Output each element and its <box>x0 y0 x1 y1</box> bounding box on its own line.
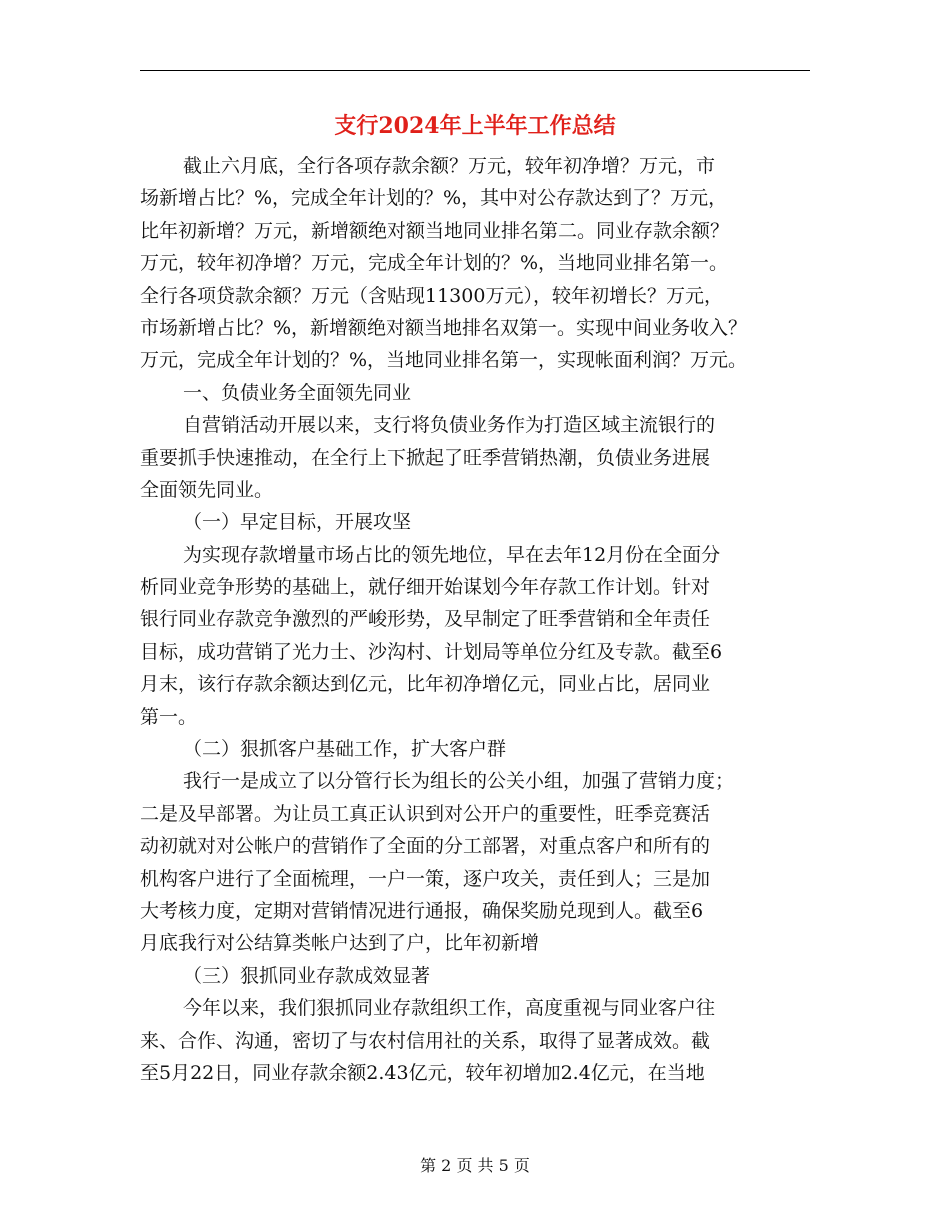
document-title: 支行2024年上半年工作总结 <box>334 113 616 139</box>
body-line: 动初就对对公帐户的营销作了全面的分工部署，对重点客户和所有的 <box>140 835 711 858</box>
body-line: 自营销活动开展以来，支行将负债业务作为打造区域主流银行的 <box>183 414 716 437</box>
body-line: 来、合作、沟通，密切了与农村信用社的关系，取得了显著成效。截 <box>140 1029 711 1052</box>
header-rule <box>140 70 810 71</box>
body-line: 目标，成功营销了光力士、沙沟村、计划局等单位分红及专款。截至6 <box>140 640 723 663</box>
body-line: 至5月22日，同业存款余额2.43亿元，较年初增加2.4亿元，在当地 <box>140 1061 705 1084</box>
body-line: 今年以来，我们狠抓同业存款组织工作，高度重视与同业客户往 <box>183 997 716 1020</box>
body-line: 析同业竞争形势的基础上，就仔细开始谋划今年存款工作计划。针对 <box>140 576 711 599</box>
body-line: （二）狠抓客户基础工作，扩大客户群 <box>183 738 507 761</box>
body-line: 市场新增占比？%，新增额绝对额当地排名双第一。实现中间业务收入？ <box>140 316 748 339</box>
body-line: 我行一是成立了以分管行长为组长的公关小组，加强了营销力度； <box>183 770 735 793</box>
body-line: 全面领先同业。 <box>140 478 274 501</box>
body-line: （一）早定目标，开展攻坚 <box>183 511 412 534</box>
page-number-footer: 第 2 页 共 5 页 <box>420 1156 530 1175</box>
document-body <box>140 150 810 1089</box>
body-line: 第一。 <box>140 705 198 728</box>
body-line: 一、负债业务全面领先同业 <box>183 381 412 404</box>
body-line: 二是及早部署。为让员工真正认识到对公开户的重要性，旺季竞赛活 <box>140 802 711 825</box>
body-line: 为实现存款增量市场占比的领先地位，早在去年12月份在全面分 <box>183 543 721 566</box>
body-line: 月末，该行存款余额达到亿元，比年初净增亿元，同业占比，居同业 <box>140 673 711 696</box>
body-line: 机构客户进行了全面梳理，一户一策，逐户攻关，责任到人；三是加 <box>140 867 711 890</box>
body-line: 月底我行对公结算类帐户达到了户，比年初新增 <box>140 932 540 955</box>
body-line: 比年初新增？万元，新增额绝对额当地同业排名第二。同业存款余额？ <box>140 219 730 242</box>
body-line: 全行各项贷款余额？万元（含贴现11300万元），较年初增长？万元， <box>140 284 723 307</box>
body-line: （三）狠抓同业存款成效显著 <box>183 964 431 987</box>
body-line: 银行同业存款竞争激烈的严峻形势，及早制定了旺季营销和全年责任 <box>140 608 711 631</box>
body-line: 万元，较年初净增？万元，完成全年计划的？%，当地同业排名第一。 <box>140 252 729 275</box>
body-line: 大考核力度，定期对营销情况进行通报，确保奖励兑现到人。截至6 <box>140 899 704 922</box>
body-line: 万元，完成全年计划的？%，当地同业排名第一，实现帐面利润？万元。 <box>140 349 748 372</box>
body-line: 截止六月底，全行各项存款余额？万元，较年初净增？万元，市 <box>183 155 716 177</box>
body-line: 重要抓手快速推动，在全行上下掀起了旺季营销热潮，负债业务进展 <box>140 446 711 469</box>
body-line: 场新增占比？%，完成全年计划的？%，其中对公存款达到了？万元， <box>140 187 728 210</box>
